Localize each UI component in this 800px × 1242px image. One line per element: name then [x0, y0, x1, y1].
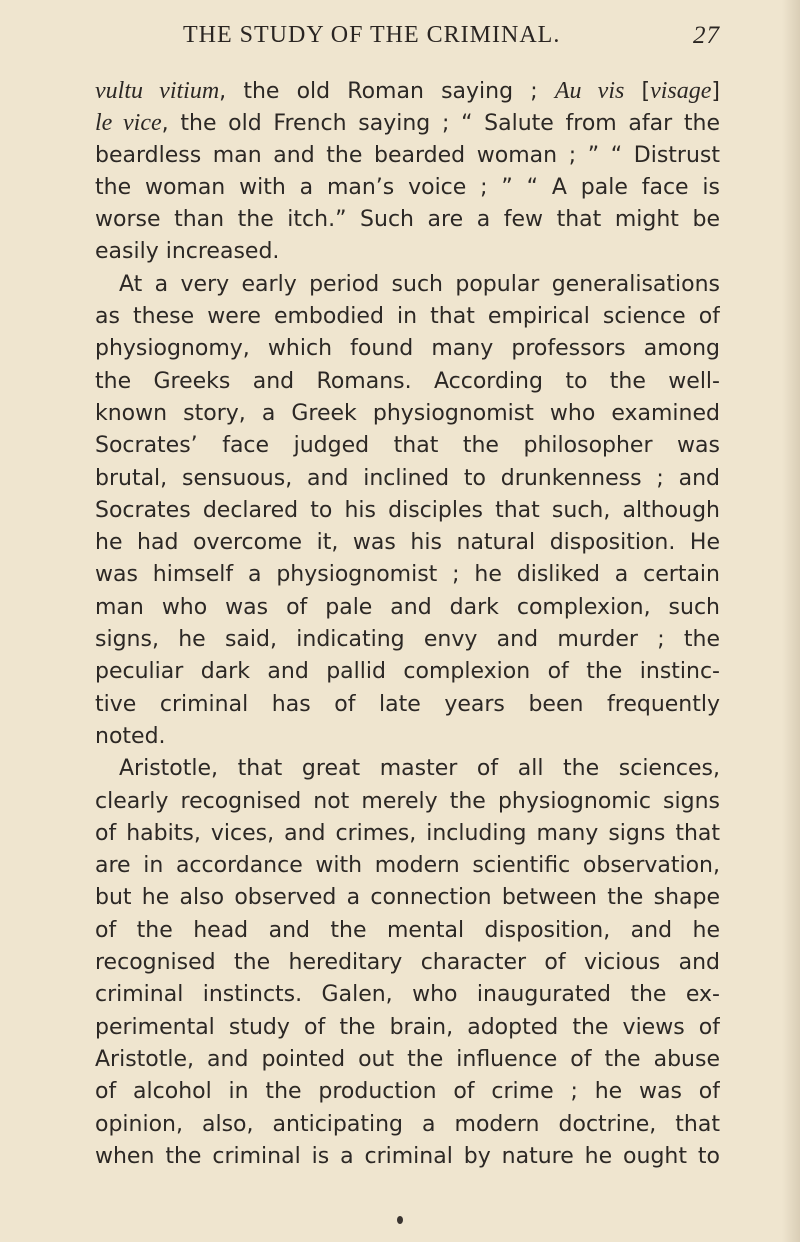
text-line [95, 204, 720, 236]
text-line [95, 463, 720, 495]
italic-text: vultu vitium [95, 78, 220, 104]
text-line [95, 269, 720, 301]
text-segment: of alcohol in the production of crime ; he was of [95, 1079, 720, 1105]
text-segment: brutal, sensuous, and inclined to drunkenness ; and [95, 465, 720, 491]
text-line [95, 75, 720, 107]
text-segment: beardless man and the bearded woman ; ” “ Distrust [95, 142, 720, 168]
text-line [95, 1012, 720, 1044]
text-segment: easily increased. [95, 239, 280, 265]
text-line [95, 140, 720, 172]
text-segment: of habits, vices, and crimes, including many signs that [95, 820, 720, 846]
text-segment: Aristotle, that great master of all the sciences, [119, 756, 720, 782]
text-segment: , the old Roman saying ; [219, 79, 555, 104]
text-segment: clearly recognised not merely the physiognomic signs [95, 788, 720, 814]
text-segment: was himself a physiognomist ; he disliked a certain [95, 562, 720, 588]
text-line [95, 398, 720, 430]
text-segment: peculiar dark and pallid complexion of the instinc- [95, 659, 720, 685]
text-segment: the woman with a man’s voice ; ” “ A pale face is [95, 174, 720, 200]
printer-mark [397, 1216, 403, 1224]
text-line [95, 172, 720, 204]
running-head-title: THE STUDY OF THE CRIMINAL. [183, 22, 561, 48]
text-segment: physiognomy, which found many professors among [95, 336, 720, 362]
text-line [95, 301, 720, 333]
text-line [95, 979, 720, 1011]
text-segment: [ [624, 79, 651, 104]
text-line [95, 107, 720, 139]
text-line [95, 1076, 720, 1108]
text-segment: criminal instincts. Galen, who inaugurated the ex- [95, 982, 720, 1008]
text-line [95, 786, 720, 818]
text-line [95, 753, 720, 785]
italic-text: visage [650, 78, 712, 104]
page-edge-shadow [782, 0, 800, 1242]
text-line [95, 850, 720, 882]
text-segment: known story, a Greek physiognomist who examined [95, 400, 720, 426]
running-head [95, 22, 720, 62]
text-segment: Socrates declared to his disciples that such, although [95, 497, 720, 523]
text-line [95, 915, 720, 947]
italic-text: le vice [95, 110, 162, 137]
text-line [95, 656, 720, 688]
text-line [95, 624, 720, 656]
text-line [95, 236, 720, 268]
page-number: 27 [693, 22, 720, 49]
text-segment: are in accordance with modern scientific observation, [95, 853, 720, 879]
text-line [95, 882, 720, 914]
text-line [95, 1109, 720, 1141]
text-line [95, 818, 720, 850]
text-segment: the Greeks and Romans. According to the well- [95, 368, 720, 394]
text-line [95, 527, 720, 559]
text-line [95, 592, 720, 624]
text-segment: worse than the itch.” Such are a few that might be [95, 207, 720, 233]
text-segment: noted. [95, 723, 166, 749]
text-line [95, 430, 720, 462]
text-segment: he had overcome it, was his natural disposition. He [95, 530, 720, 556]
text-line [95, 559, 720, 591]
text-line [95, 1044, 720, 1076]
text-line [95, 947, 720, 979]
text-line [95, 366, 720, 398]
text-segment: ] [711, 79, 720, 104]
text-line [95, 495, 720, 527]
text-segment: when the criminal is a criminal by nature he ought to [95, 1143, 720, 1169]
text-segment: but he also observed a connection between the shape [95, 885, 720, 911]
text-segment: opinion, also, anticipating a modern doctrine, that [95, 1111, 720, 1137]
text-segment: , the old French saying ; “ Salute from afar the [161, 111, 720, 137]
body-text [95, 75, 720, 1173]
text-line [95, 721, 720, 753]
text-segment: At a very early period such popular generalisations [119, 271, 720, 297]
text-line [95, 1141, 720, 1173]
text-segment: signs, he said, indicating envy and murder ; the [95, 627, 720, 653]
text-segment: Aristotle, and pointed out the influence of the abuse [95, 1046, 720, 1072]
text-line [95, 689, 720, 721]
text-segment: of the head and the mental disposition, and he [95, 917, 720, 943]
text-segment: tive criminal has of late years been frequently [95, 691, 720, 717]
text-segment: Socrates’ face judged that the philosopher was [95, 433, 720, 459]
italic-text: Au vis [554, 78, 625, 104]
text-line [95, 333, 720, 365]
text-segment: as these were embodied in that empirical science of [95, 304, 720, 330]
text-segment: perimental study of the brain, adopted the views of [95, 1014, 720, 1040]
text-segment: man who was of pale and dark complexion, such [95, 594, 720, 620]
text-segment: recognised the hereditary character of vicious and [95, 950, 720, 976]
